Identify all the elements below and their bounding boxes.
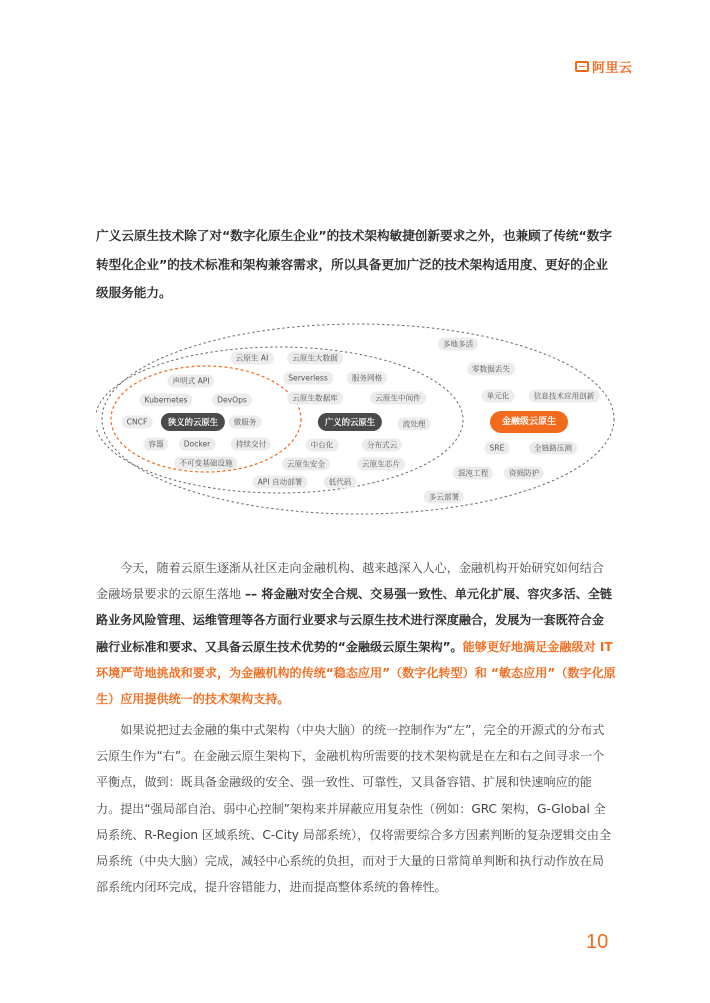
node-it-innovation: 信息技术应用创新 (529, 390, 600, 403)
logo-text: 阿里云 (592, 61, 633, 76)
node-unitization: 单元化 (482, 390, 515, 403)
node-chaos-engineering: 混沌工程 (453, 467, 493, 480)
node-sre: SRE (485, 442, 510, 455)
aliyun-logo (575, 57, 633, 76)
node-multi-site-active: 多地多活 (438, 338, 478, 351)
paragraph-today-part1: 今天，随着云原生逐渐从社区走向金融机构、越来越深入人心，金融机构开始研究如何结合金融场景要求的云原生落地 (96, 561, 604, 602)
paragraph-today-highlight: 能够更好地满足金融级对 IT 环境严苛地挑战和要求，为金融机构的传统“稳态应用”（数字化转型）和 “敏态应用”（数字化原生）应用提供统一的技术架构支持。 (96, 639, 616, 707)
node-financial-cloud-native: 金融级云原生 (490, 411, 568, 433)
node-fund-loss-protection: 资损防护 (504, 467, 544, 480)
node-multi-cloud-deploy: 多云部署 (424, 491, 464, 504)
node-serverless: Serverless (283, 372, 333, 385)
node-full-link-stress-test: 全链路压测 (529, 442, 577, 455)
node-low-code: 低代码 (324, 476, 357, 489)
paragraph-today-bold: –– 将金融对安全合规、交易强一致性、单元化扩展、容灾多活、全链路业务风险管理、运维管理等各方面行业要求与云原生技术进行深度融合，发展为一套既符合金融行业标准和要求、又具备云原生技术优势的“金融级云原生架构”。 (96, 587, 613, 654)
node-zero-data-loss: 零数据丢失 (467, 363, 515, 376)
node-distributed-cloud: 分布式云 (362, 439, 402, 452)
node-cloud-native-security: 云原生安全 (282, 458, 330, 471)
intro-paragraph: 广义云原生技术除了对“数字化原生企业”的技术架构敏捷创新要求之外，也兼顾了传统“数字转型化企业”的技术标准和架构兼容需求，所以具备更加广泛的技术架构适用度、更好的企业级服务能力。 (96, 228, 612, 300)
node-container: 容器 (143, 438, 168, 451)
node-docker: Docker (179, 438, 216, 451)
node-service-mesh: 服务网格 (347, 372, 387, 385)
node-middle-platform: 中台化 (306, 439, 339, 452)
aliyun-logo-icon (575, 61, 589, 72)
node-cloud-native-bigdata: 云原生大数据 (287, 352, 343, 365)
node-cloud-native-chip: 云原生芯片 (357, 458, 405, 471)
page-number: 10 (586, 931, 609, 953)
node-declarative-api: 声明式 API (167, 375, 214, 388)
node-continuous-delivery: 持续交付 (231, 438, 271, 451)
node-cncf: CNCF (122, 416, 153, 429)
paragraph-balance: 如果说把过去金融的集中式架构（中央大脑）的统一控制作为“左”，完全的开源式的分布式云原生作为“右”。在金融云原生架构下，金融机构所需要的技术架构就是在左和右之间寻求一个平衡点，做到：既具备金融级的安全、强一致性、可靠性，又具备容错、扩展和快速响应的能力。提出“强局部自治、弱中心控制”架构来并屏蔽应用复杂性（例如：GRC 架构，G-Global 全局系统、R-Region 区域系统、C-City 局部系统），仅将需要综合多方因素判断的复杂逻辑交由全局系统（中央大脑）完成，减轻中心系统的负担，而对于大量的日常简单判断和执行动作放在局部系统内闭环完成，提升容错能力，进而提高整体系统的鲁棒性。 (96, 723, 612, 895)
node-stream-processing: 流处理 (398, 418, 431, 431)
node-cloud-native-middleware: 云原生中间件 (370, 392, 426, 405)
paragraph-today (96, 555, 616, 712)
node-cloud-native-db: 云原生数据库 (287, 392, 343, 405)
node-narrow-cloud-native: 狭义的云原生 (161, 413, 225, 431)
node-immutable-infra: 不可变基础设施 (174, 457, 237, 470)
node-kubernetes: Kubernetes (140, 394, 193, 407)
node-api-auto-deploy: API 自动部署 (253, 476, 308, 489)
node-microservice: 微服务 (229, 416, 262, 429)
node-devops: DevOps (212, 394, 252, 407)
cloud-native-diagram (96, 318, 616, 518)
node-cloud-native-ai: 云原生 AI (231, 352, 274, 365)
node-broad-cloud-native: 广义的云原生 (318, 413, 382, 431)
